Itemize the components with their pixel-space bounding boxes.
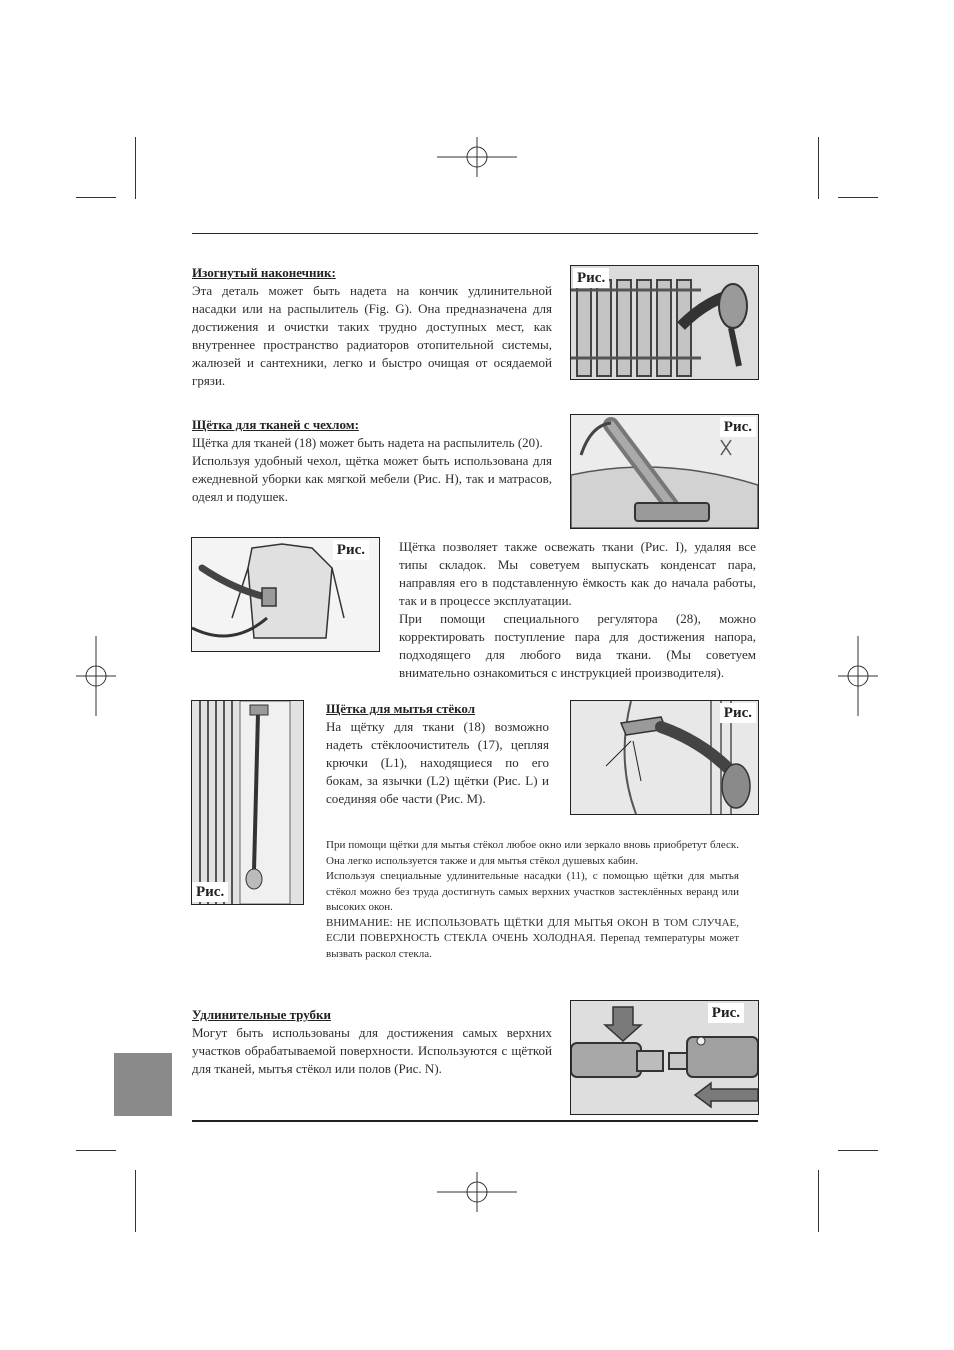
bottom-rule	[192, 1120, 758, 1122]
figure-label: Рис.	[708, 1003, 744, 1023]
section-text-window-brush: На щётку для ткани (18) возможно надеть стёклоочиститель (17), цепляя крючки (L1), находящиеся по его бокам, за язычки (L2) щётки (Рис. L) и соединяя обе части (Рис. M).	[326, 719, 549, 806]
crop-mark	[135, 1170, 136, 1232]
figure-label: Рис.	[573, 268, 609, 288]
crop-mark	[838, 197, 878, 198]
section-text-fabric-refresh: Щётка позволяет также освежать ткани (Рис. I), удаляя все типы складок. Мы советуем выпускать конденсат пара, направляя его в подставленную ёмкость как до начала работы, так и в процессе эксплуатации. При помощи специального регулятора (28), можно корректировать поступление пара для достижения напора, подходящего для любого вида ткани. (Мы советуем внимательно ознакомиться с инструкцией производителя).	[399, 539, 756, 680]
crop-mark	[76, 1150, 116, 1151]
crop-mark	[135, 137, 136, 199]
figure-sofa-brush	[570, 414, 759, 529]
top-rule	[192, 233, 758, 234]
section-text-window-use: При помощи щётки для мытья стёкол любое окно или зеркало вновь приобретут блеск. Она легко используется также и для мытья стёкол душевых кабин. Используя специальные удлинительные насадки (11), с помощью щётки для мытья стёкол можно без труда достигнуть самых верхних участков застеклённых веранд или высоких окон. ВНИМАНИЕ: НЕ ИСПОЛЬЗОВАТЬ ЩЁТКИ ДЛЯ МЫТЬЯ ОКОН В ТОМ СЛУЧАЕ, ЕСЛИ ПОВЕРХНОСТЬ СТЕКЛА ОЧЕНЬ ХОЛОДНАЯ. Перепад температуры может вызвать раскол стекла.	[326, 839, 739, 960]
section-title-window-brush: Щётка для мытья стёкол	[326, 701, 476, 716]
figure-radiator	[570, 265, 759, 380]
section-text-curved-nozzle: Эта деталь может быть надета на кончик удлинительной насадки или на распылитель (Fig. G). Она предназначена для достижения и очистки таких трудно доступных мест, как внутреннее пространство радиаторов отопительной системы, жалюзей и сантехники, легко и быстро очищая от осядаемой грязи.	[192, 283, 552, 388]
figure-label: Рис.	[333, 540, 369, 560]
figure-window-pole	[191, 700, 304, 905]
section-title-fabric-brush: Щётка для тканей с чехлом:	[192, 417, 359, 432]
figure-label: Рис.	[720, 703, 756, 723]
registration-mark-left	[76, 636, 116, 716]
section-title-extension-tubes: Удлинительные трубки	[192, 1007, 332, 1022]
figure-label: Рис.	[720, 417, 756, 437]
registration-mark-top	[437, 137, 517, 177]
section-text-extension-tubes: Могут быть использованы для достижения самых верхних участков обрабатываемой поверхности. Используются с щёткой для тканей, мытья стёкол или полов (Рис. N).	[192, 1025, 552, 1076]
registration-mark-bottom	[437, 1172, 517, 1212]
figure-window-brush	[570, 700, 759, 815]
section-text-fabric-brush: Щётка для тканей (18) может быть надета на распылитель (20). Используя удобный чехол, щётка может быть использована для ежедневной уборки как мягкой мебели (Рис. H), так и матрасов, одеял и подушек.	[192, 435, 552, 504]
registration-mark-right	[838, 636, 878, 716]
figure-label: Рис.	[192, 882, 228, 902]
section-title-curved-nozzle: Изогнутый наконечник:	[192, 265, 336, 280]
crop-mark	[818, 1170, 819, 1232]
crop-mark	[76, 197, 116, 198]
crop-mark	[838, 1150, 878, 1151]
figure-extension-tubes	[570, 1000, 759, 1115]
crop-mark	[818, 137, 819, 199]
side-tab	[114, 1053, 172, 1116]
figure-garment	[191, 537, 380, 652]
